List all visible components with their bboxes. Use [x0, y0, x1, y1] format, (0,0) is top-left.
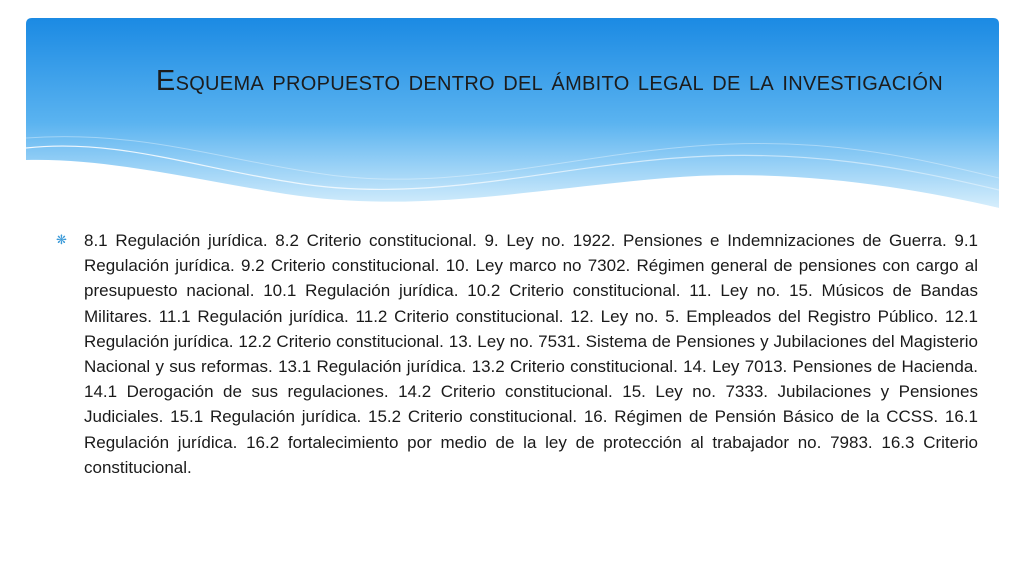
bullet-flower-icon: ❋: [56, 233, 67, 248]
bullet-text: 8.1 Regulación jurídica. 8.2 Criterio constitucional. 9. Ley no. 1922. Pensiones e Indemnizaciones de Guerra. 9.1 Regulación jurídica. 9.2 Criterio constitucional. 10. Ley marco no 7302. Régimen general de pensiones con cargo al presupuesto nacional. 10.1 Regulación jurídica. 10.2 Criterio constitucional. 11. Ley no. 15. Músicos de Bandas Militares. 11.1 Regulación jurídica. 11.2 Criterio constitucional. 12. Ley no. 5. Empleados del Registro Público. 12.1 Regulación jurídica. 12.2 Criterio constitucional. 13. Ley no. 7531. Sistema de Pensiones y Jubilaciones del Magisterio Nacional y sus reformas. 13.1 Regulación jurídica. 13.2 Criterio constitucional. 14. Ley 7013. Pensiones de Hacienda. 14.1 Derogación de sus regulaciones. 14.2 Criterio constitucional. 15. Ley no. 7333. Jubilaciones y Pensiones Judiciales. 15.1 Regulación jurídica. 15.2 Criterio constitucional. 16. Régimen de Pensión Básico de la CCSS. 16.1 Regulación jurídica. 16.2 fortalecimiento por medio de la ley de protección al trabajador no. 7983. 16.3 Criterio constitucional.: [84, 231, 978, 477]
header-wave-graphic: [26, 18, 999, 218]
bullet-item: [56, 228, 978, 480]
slide-title: Esquema propuesto dentro del ámbito legal de la investigación: [155, 65, 943, 97]
header-banner: [26, 18, 999, 218]
